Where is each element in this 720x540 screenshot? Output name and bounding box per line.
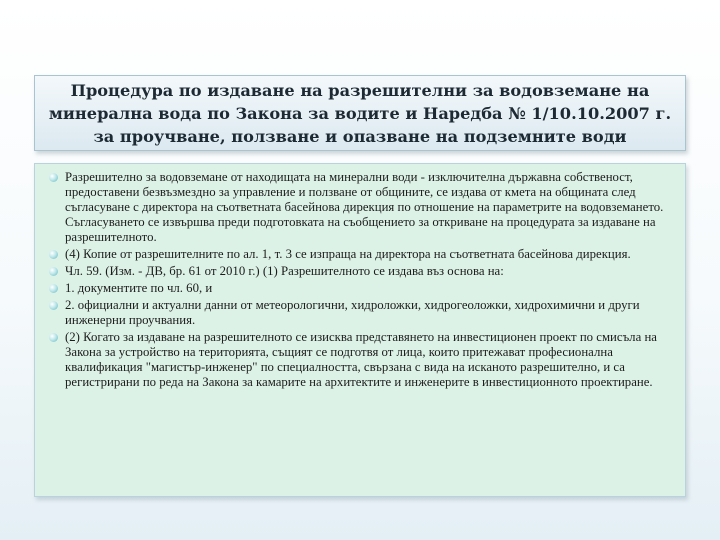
bullet-dot-icon [49, 267, 58, 276]
slide-title: Процедура по издаване на разрешителни за водовземане на минерална вода по Закона за водите и Наредба № 1/10.10.2007 г. за проучване, ползване и опазване на подземните води [48, 80, 672, 146]
slide-content-box [34, 163, 686, 497]
bullet-item-1 [49, 170, 671, 245]
bullet-dot-icon [49, 173, 58, 182]
bullet-dot-icon [49, 250, 58, 259]
bullet-text: 1. документите по чл. 60, и [65, 281, 213, 295]
bullet-text: 2. официални и актуални данни от метеорологични, хидроложки, хидрогеоложки, хидрохимични и други инженерни проучвания. [65, 298, 640, 327]
bullet-dot-icon [49, 284, 58, 293]
bullet-item-4 [49, 281, 671, 296]
bullet-dot-icon [49, 333, 58, 342]
bullet-item-2 [49, 247, 671, 262]
bullet-text: Чл. 59. (Изм. - ДВ, бр. 61 от 2010 г.) (1) Разрешителното се издава въз основа на: [65, 264, 504, 278]
slide-title-box [34, 75, 686, 151]
bullet-item-6 [49, 330, 671, 390]
bullet-list [49, 170, 671, 390]
bullet-text: (4) Копие от разрешителните по ал. 1, т. 3 се изпраща на директора на съответната басейнова дирекция. [65, 247, 631, 261]
bullet-item-5 [49, 298, 671, 328]
bullet-dot-icon [49, 301, 58, 310]
bullet-item-3 [49, 264, 671, 279]
bullet-text: Разрешително за водовземане от находищата на минерални води - изключителна държавна собственост, предоставени безвъзмездно за управление и ползване от общините, се издава от кмета на общината след съгласуване с директора на съответната басейнова дирекция по отношение на параметрите на водовземането. Съгласуването се извършва преди подготовката на съобщението за откриване на процедурата за издаване на разрешителното. [65, 170, 664, 244]
bullet-text: (2) Когато за издаване на разрешителното се изисква представянето на инвестиционен проект по смисъла на Закона за устройство на територията, същият се подготвя от лица, които притежават професионална квалификация "магистър-инженер" по специалността, свързана с вида на исканото разрешително, и са регистрирани по реда на Закона за камарите на архитектите и инженерите в инвестиционното проектиране. [65, 330, 657, 389]
